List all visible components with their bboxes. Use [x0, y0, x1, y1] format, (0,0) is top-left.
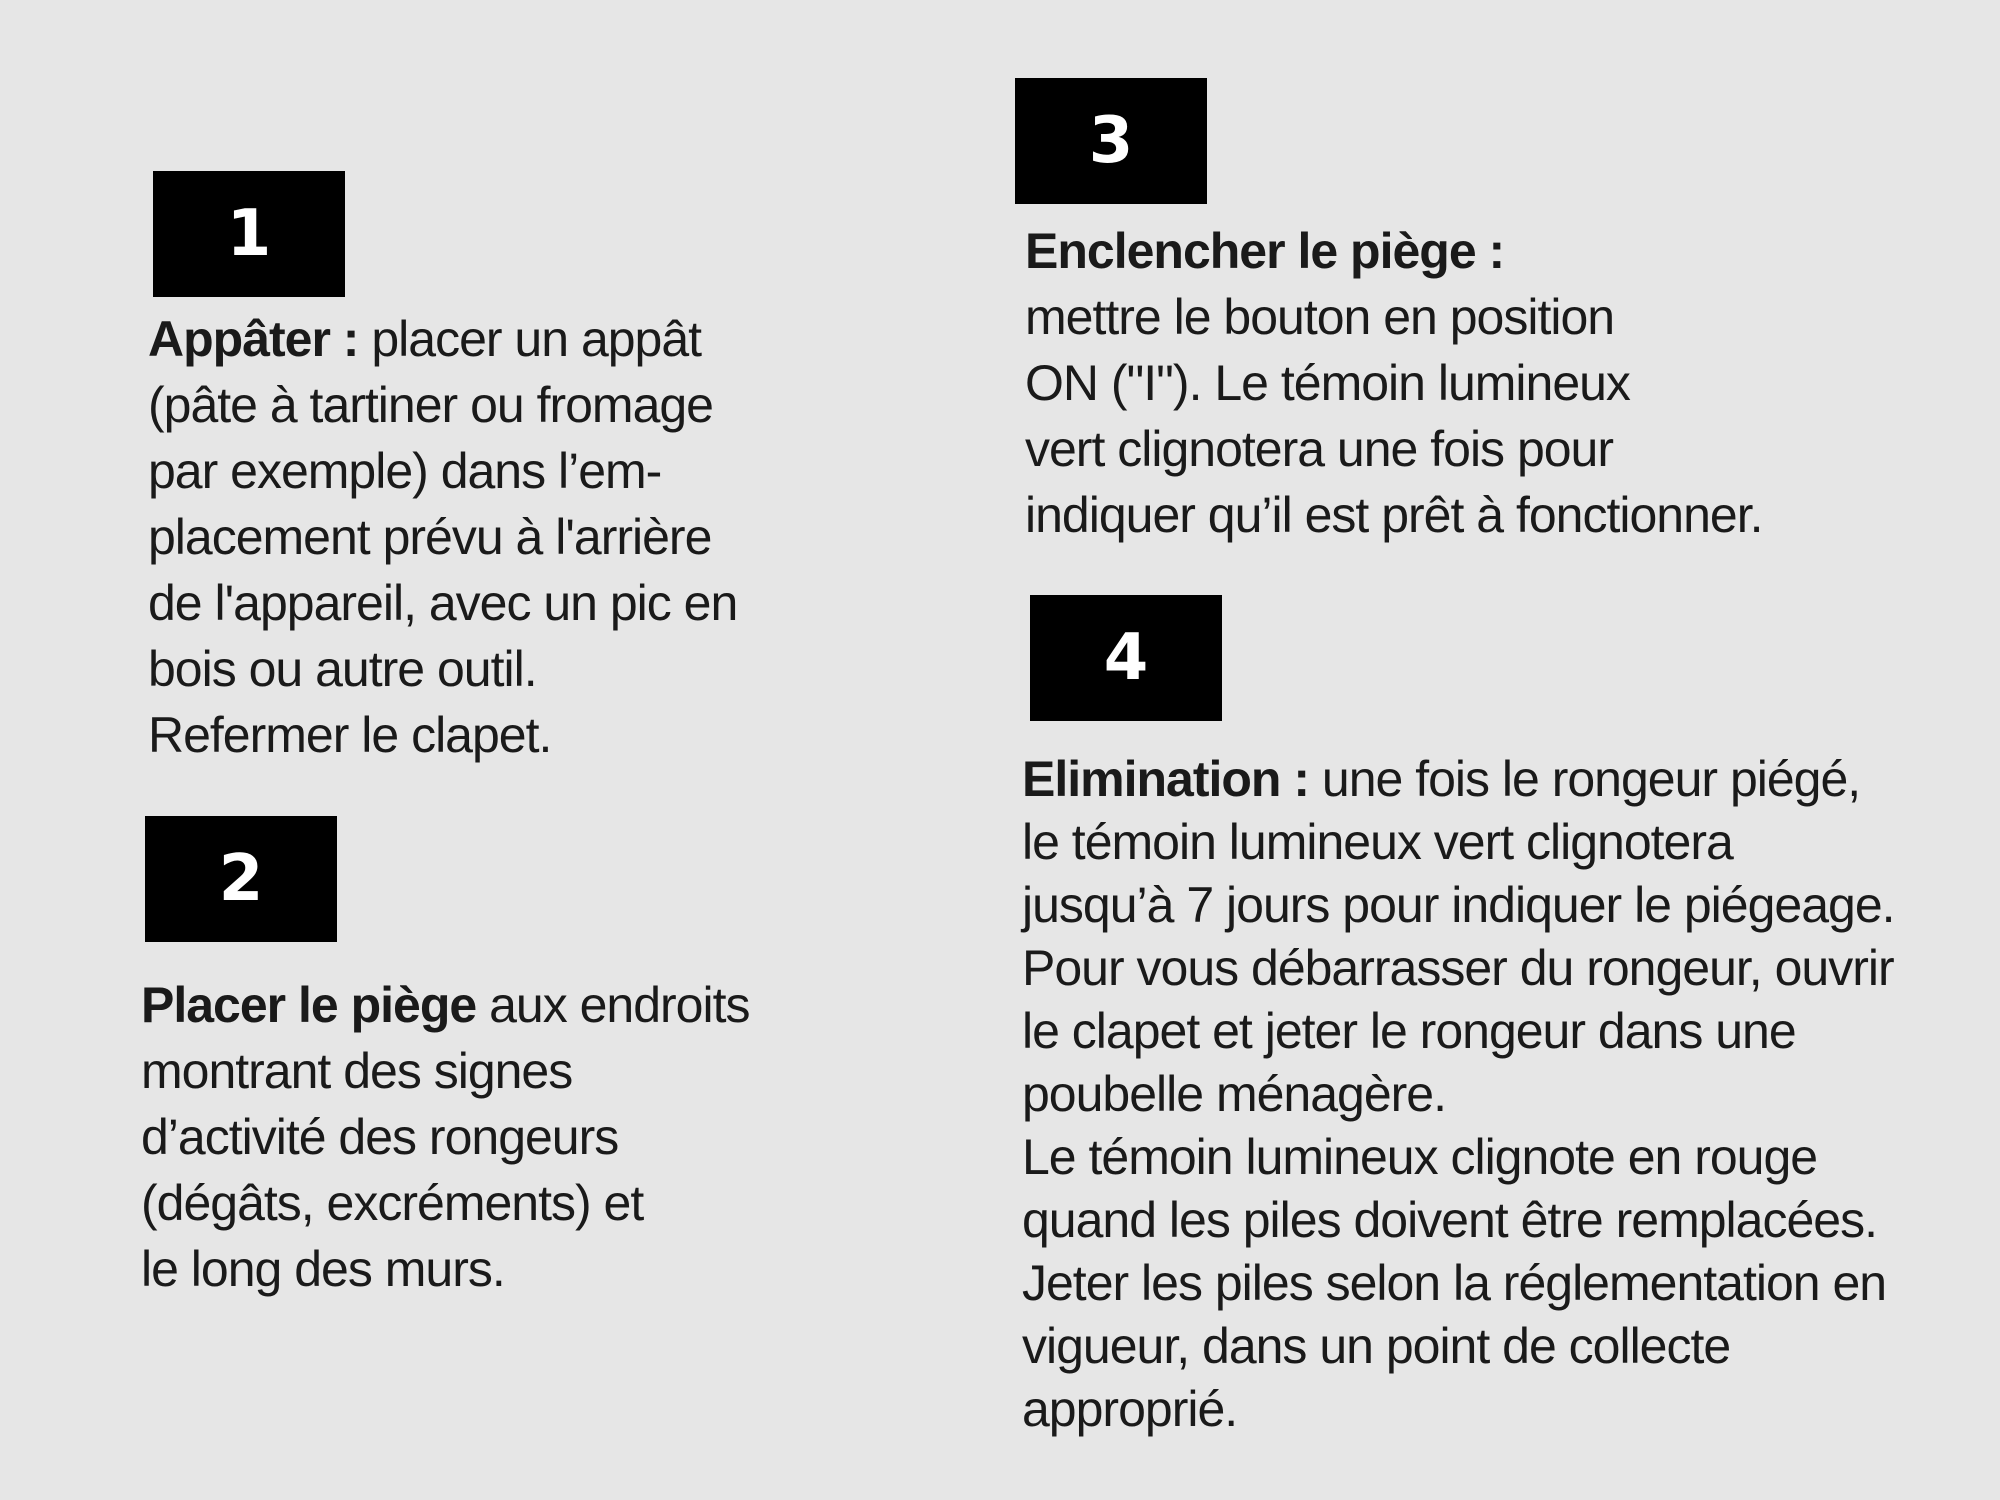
text-line: mettre le bouton en position: [1025, 289, 1615, 345]
text-line: placer un appât: [358, 311, 702, 367]
step-number: 4: [1103, 621, 1149, 695]
step-description: [148, 306, 737, 768]
step-title: Appâter :: [148, 311, 359, 367]
text-line: d’activité des rongeurs: [141, 1109, 619, 1165]
step-number: 1: [226, 197, 272, 271]
text-line: Pour vous débarrasser du rongeur, ouvrir: [1022, 940, 1894, 996]
step-title: Enclencher le piège :: [1025, 223, 1505, 279]
text-line: indiquer qu’il est prêt à fonctionner.: [1025, 487, 1763, 543]
text-line: Jeter les piles selon la réglementation en: [1022, 1255, 1887, 1311]
text-line: poubelle ménagère.: [1022, 1066, 1446, 1122]
text-line: Refermer le clapet.: [148, 707, 552, 763]
step-description-first-line: [1022, 748, 1895, 811]
step-description-first-line: [148, 306, 737, 372]
step-number-badge: [153, 171, 345, 297]
step-number-badge: [145, 816, 337, 942]
text-line: une fois le rongeur piégé,: [1309, 751, 1861, 807]
text-line: (pâte à tartiner ou fromage: [148, 377, 713, 433]
text-line: vert clignotera une fois pour: [1025, 421, 1614, 477]
text-line: bois ou autre outil.: [148, 641, 537, 697]
step-description: [1022, 748, 1895, 1441]
text-line: par exemple) dans l’em-: [148, 443, 662, 499]
step-description-first-line: [141, 972, 749, 1038]
text-line: montrant des signes: [141, 1043, 573, 1099]
text-line: jusqu’à 7 jours pour indiquer le piégeage.: [1022, 877, 1895, 933]
step-number-badge: [1015, 78, 1207, 204]
text-line: approprié.: [1022, 1381, 1238, 1437]
text-line: de l'appareil, avec un pic en: [148, 575, 738, 631]
step-title-line: [1025, 218, 1763, 284]
text-line: ON ("I"). Le témoin lumineux: [1025, 355, 1630, 411]
step-number-badge: [1030, 595, 1222, 721]
step-title: Placer le piège: [141, 977, 477, 1033]
step-title: Elimination :: [1022, 751, 1309, 807]
text-line: le long des murs.: [141, 1241, 505, 1297]
text-line: le témoin lumineux vert clignotera: [1022, 814, 1733, 870]
text-line: quand les piles doivent être remplacées.: [1022, 1192, 1877, 1248]
text-line: placement prévu à l'arrière: [148, 509, 712, 565]
text-line: le clapet et jeter le rongeur dans une: [1022, 1003, 1796, 1059]
text-line: (dégâts, excréments) et: [141, 1175, 644, 1231]
step-description: [1025, 218, 1763, 548]
text-line: Le témoin lumineux clignote en rouge: [1022, 1129, 1818, 1185]
step-number: 3: [1088, 104, 1134, 178]
step-description: [141, 972, 749, 1302]
text-line: vigueur, dans un point de collecte: [1022, 1318, 1731, 1374]
step-number: 2: [218, 842, 264, 916]
text-line: aux endroits: [476, 977, 750, 1033]
